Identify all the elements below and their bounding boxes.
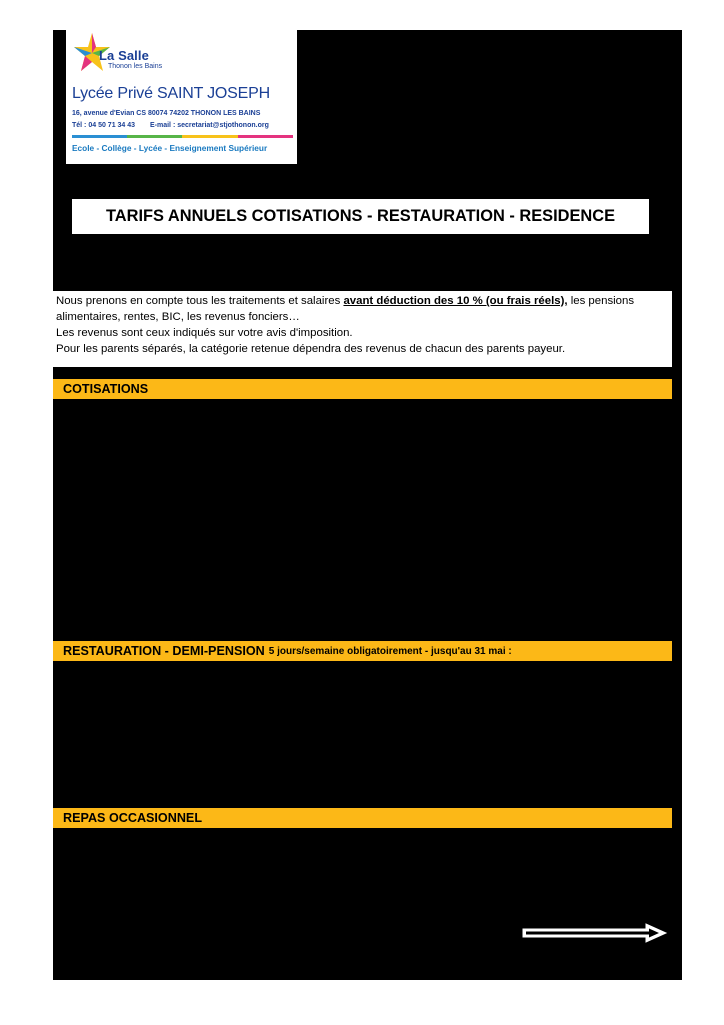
section-restauration-title: RESTAURATION - DEMI-PENSION — [63, 644, 265, 658]
logo-brand-subtitle: Thonon les Bains — [108, 63, 163, 70]
page-background — [53, 30, 682, 980]
intro-paragraph-2: Les revenus sont ceux indiqués sur votre avis d'imposition. — [56, 327, 353, 339]
section-cotisations — [53, 379, 672, 399]
page-title-box — [72, 199, 649, 234]
logo-tagline: Ecole - Collège - Lycée - Enseignement Supérieur — [72, 143, 268, 153]
section-restauration-detail: 5 jours/semaine obligatoirement - jusqu'au 31 mai : — [268, 645, 512, 657]
section-repas-title: REPAS OCCASIONNEL — [63, 811, 203, 825]
logo-brand: La Salle — [99, 48, 149, 63]
section-cotisations-title: COTISATIONS — [63, 382, 149, 396]
logo-school-name: Lycée Privé SAINT JOSEPH — [72, 85, 270, 102]
intro-line1-prefix: Nous prenons en compte tous les traitements et salaires — [56, 295, 344, 307]
logo-contact — [72, 122, 292, 129]
logo-email: E-mail : secretariat@stjothonon.org — [150, 122, 269, 129]
page-title: TARIFS ANNUELS COTISATIONS - RESTAURATION - RESIDENCE — [105, 207, 616, 225]
school-logo — [66, 30, 297, 164]
intro-paragraph-1 — [56, 293, 672, 325]
logo-address: 16, avenue d'Evian CS 80074 74202 THONON LES BAINS — [72, 110, 261, 117]
section-repas-occasionnel — [53, 808, 672, 828]
logo-phone: Tél : 04 50 71 34 43 — [72, 122, 136, 129]
intro-line1-emphasis: avant déduction des 10 % (ou frais réels), — [343, 295, 568, 307]
intro-paragraph-3: Pour les parents séparés, la catégorie retenue dépendra des revenus de chacun des parents payeur. — [56, 343, 566, 355]
right-arrow-icon[interactable] — [522, 922, 668, 944]
logo-color-bar — [72, 135, 293, 138]
intro-line1-suffix: les pensions alimentaires, rentes, BIC, les revenus fonciers… — [56, 295, 635, 323]
section-restauration — [53, 641, 672, 661]
intro-text-box — [53, 291, 672, 367]
